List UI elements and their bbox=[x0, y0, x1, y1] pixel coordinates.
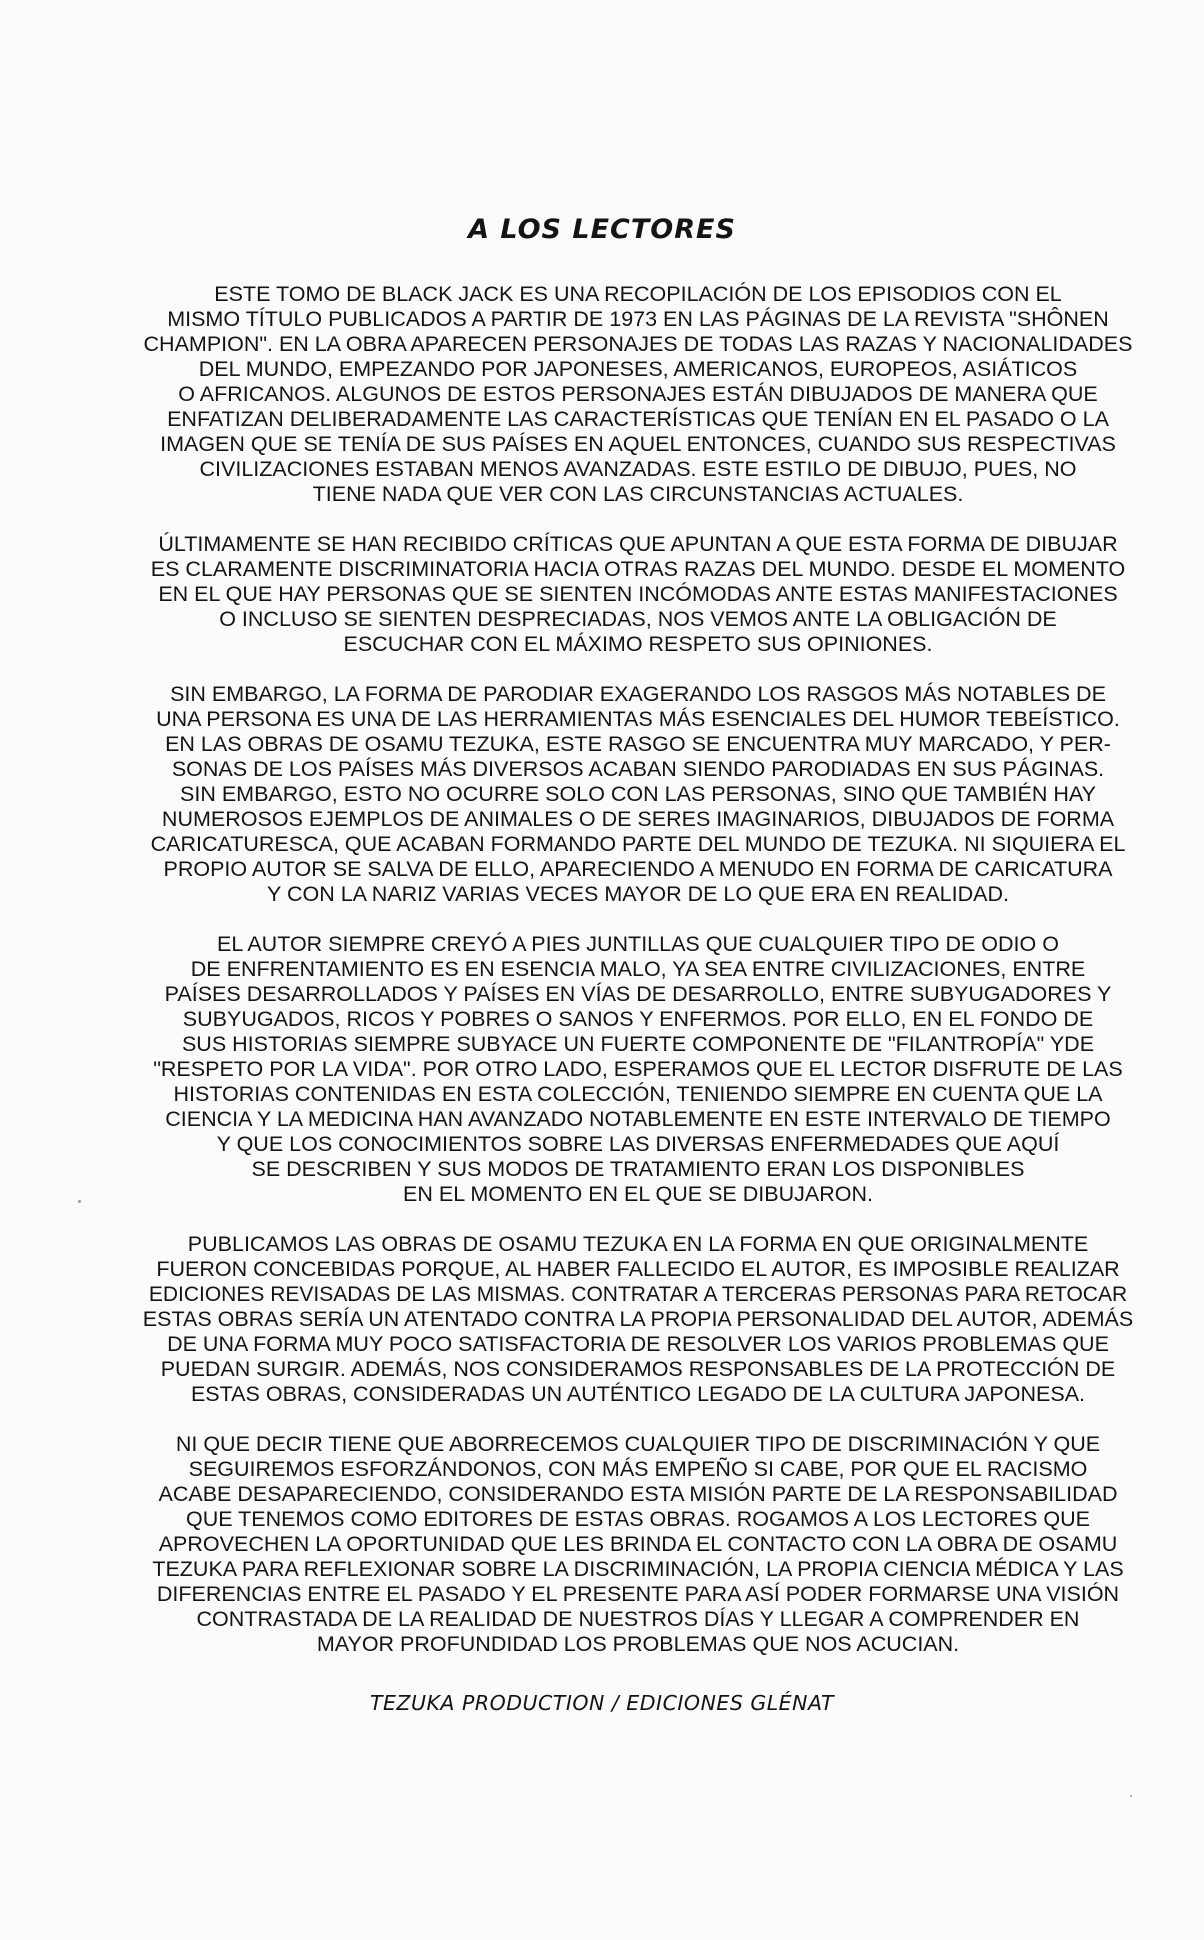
text-line: APROVECHEN LA OPORTUNIDAD QUE LES BRINDA EL CONTACTO CON LA OBRA DE OSAMU bbox=[158, 1532, 1118, 1556]
text-line: ESTAS OBRAS, CONSIDERADAS UN AUTÉNTICO LEGADO DE LA CULTURA JAPONESA. bbox=[190, 1382, 1086, 1406]
text-line: ESTAS OBRAS SERÍA UN ATENTADO CONTRA LA PROPIA PERSONALIDAD DEL AUTOR, ADEMÁS bbox=[142, 1307, 1134, 1331]
paper-speck bbox=[1130, 1795, 1132, 1797]
text-line: DEL MUNDO, EMPEZANDO POR JAPONESES, AMERICANOS, EUROPEOS, ASIÁTICOS bbox=[198, 357, 1078, 381]
text-line: PROPIO AUTOR SE SALVA DE ELLO, APARECIENDO A MENUDO EN FORMA DE CARICATURA bbox=[163, 857, 1113, 881]
page-title: A LOS LECTORES bbox=[468, 214, 736, 245]
paragraph bbox=[138, 282, 1138, 507]
text-line: UNA PERSONA ES UNA DE LAS HERRAMIENTAS MÁS ESENCIALES DEL HUMOR TEBEÍSTICO. bbox=[156, 707, 1120, 731]
text-line: SUS HISTORIAS SIEMPRE SUBYACE UN FUERTE COMPONENTE DE "FILANTROPÍA" YDE bbox=[181, 1032, 1095, 1056]
paper-speck bbox=[78, 1200, 81, 1203]
signature: TEZUKA PRODUCTION / EDICIONES GLÉNAT bbox=[369, 1691, 835, 1715]
text-line: Y CON LA NARIZ VARIAS VECES MAYOR DE LO QUE ERA EN REALIDAD. bbox=[267, 882, 1009, 906]
text-line: SEGUIREMOS ESFORZÁNDONOS, CON MÁS EMPEÑO SI CABE, POR QUE EL RACISMO bbox=[188, 1457, 1088, 1481]
text-line: SIN EMBARGO, ESTO NO OCURRE SOLO CON LAS PERSONAS, SINO QUE TAMBIÉN HAY bbox=[180, 782, 1096, 806]
text-line: SIN EMBARGO, LA FORMA DE PARODIAR EXAGERANDO LOS RASGOS MÁS NOTABLES DE bbox=[170, 682, 1106, 706]
text-line: O AFRICANOS. ALGUNOS DE ESTOS PERSONAJES ESTÁN DIBUJADOS DE MANERA QUE bbox=[178, 382, 1098, 406]
paragraph bbox=[138, 532, 1138, 657]
text-line: ACABE DESAPARECIENDO, CONSIDERANDO ESTA MISIÓN PARTE DE LA RESPONSABILIDAD bbox=[158, 1482, 1118, 1506]
text-line: MISMO TÍTULO PUBLICADOS A PARTIR DE 1973 EN LAS PÁGINAS DE LA REVISTA "SHÔNEN bbox=[167, 307, 1109, 331]
text-line: ES CLARAMENTE DISCRIMINATORIA HACIA OTRAS RAZAS DEL MUNDO. DESDE EL MOMENTO bbox=[150, 557, 1126, 581]
text-line: CIENCIA Y LA MEDICINA HAN AVANZADO NOTABLEMENTE EN ESTE INTERVALO DE TIEMPO bbox=[165, 1107, 1111, 1131]
text-line: O INCLUSO SE SIENTEN DESPRECIADAS, NOS VEMOS ANTE LA OBLIGACIÓN DE bbox=[219, 607, 1057, 631]
text-line: SUBYUGADOS, RICOS Y POBRES O SANOS Y ENFERMOS. POR ELLO, EN EL FONDO DE bbox=[182, 1007, 1094, 1031]
text-line: ESTE TOMO DE BLACK JACK ES UNA RECOPILACIÓN DE LOS EPISODIOS CON EL bbox=[214, 282, 1062, 306]
text-line: Y QUE LOS CONOCIMIENTOS SOBRE LAS DIVERSAS ENFERMEDADES QUE AQUÍ bbox=[216, 1132, 1060, 1156]
text-line: MAYOR PROFUNDIDAD LOS PROBLEMAS QUE NOS ACUCIAN. bbox=[316, 1632, 960, 1656]
text-line: PUEDAN SURGIR. ADEMÁS, NOS CONSIDERAMOS RESPONSABLES DE LA PROTECCIÓN DE bbox=[160, 1357, 1116, 1381]
text-line: CIVILIZACIONES ESTABAN MENOS AVANZADAS. ESTE ESTILO DE DIBUJO, PUES, NO bbox=[199, 457, 1077, 481]
text-line: DIFERENCIAS ENTRE EL PASADO Y EL PRESENTE PARA ASÍ PODER FORMARSE UNA VISIÓN bbox=[156, 1582, 1120, 1606]
text-line: EN LAS OBRAS DE OSAMU TEZUKA, ESTE RASGO SE ENCUENTRA MUY MARCADO, Y PER- bbox=[165, 732, 1111, 756]
text-line: CHAMPION". EN LA OBRA APARECEN PERSONAJES DE TODAS LAS RAZAS Y NACIONALIDADES bbox=[143, 332, 1133, 356]
paragraph bbox=[138, 932, 1138, 1207]
text-line: CONTRASTADA DE LA REALIDAD DE NUESTROS DÍAS Y LLEGAR A COMPRENDER EN bbox=[196, 1607, 1080, 1631]
text-line: DE ENFRENTAMIENTO ES EN ESENCIA MALO, YA SEA ENTRE CIVILIZACIONES, ENTRE bbox=[190, 957, 1086, 981]
text-line: EDICIONES REVISADAS DE LAS MISMAS. CONTRATAR A TERCERAS PERSONAS PARA RETOCAR bbox=[148, 1283, 1128, 1306]
text-line: SONAS DE LOS PAÍSES MÁS DIVERSOS ACABAN SIENDO PARODIADAS EN SUS PÁGINAS. bbox=[171, 757, 1105, 781]
document-body bbox=[138, 282, 1138, 1682]
text-line: NUMEROSOS EJEMPLOS DE ANIMALES O DE SERES IMAGINARIOS, DIBUJADOS DE FORMA bbox=[161, 807, 1115, 831]
paragraph bbox=[138, 682, 1138, 907]
paragraph bbox=[138, 1432, 1138, 1657]
text-line: DE UNA FORMA MUY POCO SATISFACTORIA DE RESOLVER LOS VARIOS PROBLEMAS QUE bbox=[167, 1332, 1109, 1356]
text-line: HISTORIAS CONTENIDAS EN ESTA COLECCIÓN, TENIENDO SIEMPRE EN CUENTA QUE LA bbox=[173, 1082, 1103, 1106]
text-line: IMAGEN QUE SE TENÍA DE SUS PAÍSES EN AQUEL ENTONCES, CUANDO SUS RESPECTIVAS bbox=[160, 432, 1116, 456]
text-line: PUBLICAMOS LAS OBRAS DE OSAMU TEZUKA EN LA FORMA EN QUE ORIGINALMENTE bbox=[187, 1232, 1089, 1256]
text-line: PAÍSES DESARROLLADOS Y PAÍSES EN VÍAS DE DESARROLLO, ENTRE SUBYUGADORES Y bbox=[164, 982, 1112, 1006]
text-line: QUE TENEMOS COMO EDITORES DE ESTAS OBRAS. ROGAMOS A LOS LECTORES QUE bbox=[186, 1507, 1090, 1531]
paragraph bbox=[138, 1232, 1138, 1407]
text-line: TEZUKA PARA REFLEXIONAR SOBRE LA DISCRIMINACIÓN, LA PROPIA CIENCIA MÉDICA Y LAS bbox=[152, 1557, 1124, 1581]
text-line: ENFATIZAN DELIBERADAMENTE LAS CARACTERÍSTICAS QUE TENÍAN EN EL PASADO O LA bbox=[167, 407, 1109, 431]
text-line: ÚLTIMAMENTE SE HAN RECIBIDO CRÍTICAS QUE APUNTAN A QUE ESTA FORMA DE DIBUJAR bbox=[158, 532, 1118, 556]
text-line: EN EL QUE HAY PERSONAS QUE SE SIENTEN INCÓMODAS ANTE ESTAS MANIFESTACIONES bbox=[158, 582, 1118, 606]
text-line: ESCUCHAR CON EL MÁXIMO RESPETO SUS OPINIONES. bbox=[343, 632, 933, 656]
text-line: FUERON CONCEBIDAS PORQUE, AL HABER FALLECIDO EL AUTOR, ES IMPOSIBLE REALIZAR bbox=[156, 1257, 1120, 1281]
text-line: EN EL MOMENTO EN EL QUE SE DIBUJARON. bbox=[403, 1182, 873, 1206]
text-line: CARICATURESCA, QUE ACABAN FORMANDO PARTE DEL MUNDO DE TEZUKA. NI SIQUIERA EL bbox=[150, 832, 1126, 856]
text-line: EL AUTOR SIEMPRE CREYÓ A PIES JUNTILLAS QUE CUALQUIER TIPO DE ODIO O bbox=[217, 932, 1059, 956]
text-line: SE DESCRIBEN Y SUS MODOS DE TRATAMIENTO ERAN LOS DISPONIBLES bbox=[251, 1157, 1025, 1181]
text-line: "RESPETO POR LA VIDA". POR OTRO LADO, ESPERAMOS QUE EL LECTOR DISFRUTE DE LAS bbox=[153, 1057, 1123, 1081]
text-line: TIENE NADA QUE VER CON LAS CIRCUNSTANCIAS ACTUALES. bbox=[312, 482, 964, 506]
text-line: NI QUE DECIR TIENE QUE ABORRECEMOS CUALQUIER TIPO DE DISCRIMINACIÓN Y QUE bbox=[175, 1432, 1101, 1456]
